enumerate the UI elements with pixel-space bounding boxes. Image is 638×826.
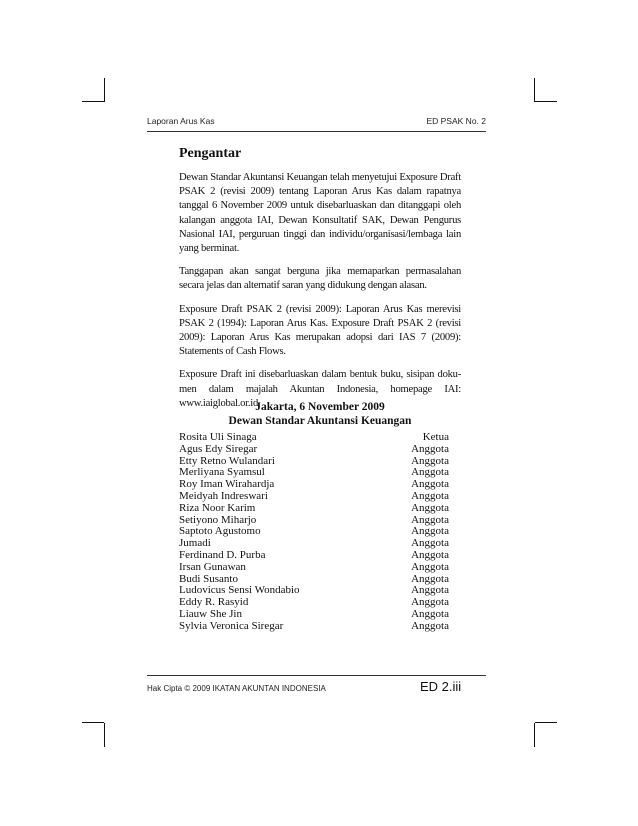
member-role: Anggota (411, 548, 449, 561)
crop-mark (82, 101, 104, 102)
signature-place-date: Jakarta, 6 November 2009 (255, 401, 385, 413)
page-title: Pengantar (179, 146, 242, 161)
crop-mark (534, 78, 535, 102)
footer-copyright: Hak Cipta © 2009 IKATAN AKUNTAN INDONESIA (147, 684, 326, 693)
list-item (179, 621, 449, 633)
member-role: Anggota (411, 501, 449, 514)
member-name: Irsan Gunawan (179, 560, 246, 573)
member-role: Anggota (411, 619, 449, 632)
member-name: Meidyah Indreswari (179, 489, 268, 502)
crop-mark (104, 78, 105, 102)
list-item (179, 491, 449, 503)
member-role: Anggota (411, 560, 449, 573)
paragraph-1: Dewan Standar Akuntansi Keuangan telah menyetujui Exposure Draft PSAK 2 (revisi 2009) tentang Laporan Arus Kas dalam rapatnya tanggal 6 November 2009 untuk disebarluaskan dan ditanggapi oleh kalangan anggota IAI, Dewan Konsultatif SAK, Dewan Pengurus Nasional IAI, perguruan tinggi dan individu/organisasi/lembaga lain yang berminat. (179, 172, 461, 255)
list-item (179, 550, 449, 562)
member-name: Setiyono Miharjo (179, 513, 257, 526)
member-role: Anggota (411, 572, 449, 585)
member-role: Anggota (411, 489, 449, 502)
page-number: ED 2.iii (420, 679, 462, 694)
member-role: Anggota (411, 525, 449, 538)
list-item (179, 503, 449, 515)
crop-mark (535, 101, 557, 102)
member-role: Anggota (411, 466, 449, 479)
member-name: Rosita Uli Sinaga (179, 431, 257, 443)
header-left: Laporan Arus Kas (147, 116, 215, 126)
member-name: Ferdinand D. Purba (179, 548, 266, 561)
member-role: Anggota (411, 607, 449, 620)
member-name: Liauw She Jin (179, 607, 242, 620)
member-name: Eddy R. Rasyid (179, 596, 249, 609)
member-name: Ludovicus Sensi Wondabio (179, 584, 300, 597)
paragraph-2: Tanggapan akan sangat berguna jika memaparkan permasalahan secara jelas dan alternatif saran yang didukung dengan alasan. (179, 266, 461, 292)
crop-mark (535, 722, 557, 723)
member-role: Anggota (411, 537, 449, 550)
member-name: Sylvia Veronica Siregar (179, 619, 284, 632)
crop-mark (104, 723, 105, 747)
footer-rule (147, 675, 486, 676)
member-role: Anggota (411, 442, 449, 455)
member-name: Merliyana Syamsul (179, 466, 265, 479)
member-name: Budi Susanto (179, 572, 238, 585)
member-role: Anggota (411, 584, 449, 597)
member-role: Anggota (411, 596, 449, 609)
member-list (179, 432, 449, 633)
running-header (147, 116, 486, 126)
member-role: Anggota (411, 513, 449, 526)
member-name: Etty Retno Wulandari (179, 454, 275, 467)
member-name: Agus Edy Siregar (179, 442, 258, 455)
member-name: Riza Noor Karim (179, 501, 256, 514)
crop-mark (82, 722, 104, 723)
header-rule (147, 131, 486, 132)
member-name: Roy Iman Wirahardja (179, 478, 275, 491)
crop-mark (534, 723, 535, 747)
signature-block (179, 400, 461, 428)
signature-body: Dewan Standar Akuntansi Keuangan (228, 415, 412, 427)
header-right: ED PSAK No. 2 (426, 116, 486, 126)
list-item (179, 526, 449, 538)
paragraph-4: Exposure Draft ini disebarluaskan dalam bentuk buku, sisipan doku-men dalam majalah Akuntan Indonesia, homepage IAI: www.iaiglobal.or.id (179, 369, 461, 409)
member-role: Anggota (411, 454, 449, 467)
member-role: Anggota (411, 478, 449, 491)
list-item (179, 444, 449, 456)
paragraph-3: Exposure Draft PSAK 2 (revisi 2009): Laporan Arus Kas merevisi PSAK 2 (1994): Laporan Arus Kas. Exposure Draft PSAK 2 (revisi 2009): Laporan Arus Kas merupakan adopsi dari IAS 7 (2009): Statements of Cash Flows. (179, 303, 461, 358)
member-role: Ketua (422, 431, 449, 443)
member-name: Jumadi (179, 537, 211, 550)
list-item (179, 562, 449, 574)
member-name: Saptoto Agustomo (179, 525, 261, 538)
list-item (179, 609, 449, 621)
main-content (179, 146, 461, 420)
